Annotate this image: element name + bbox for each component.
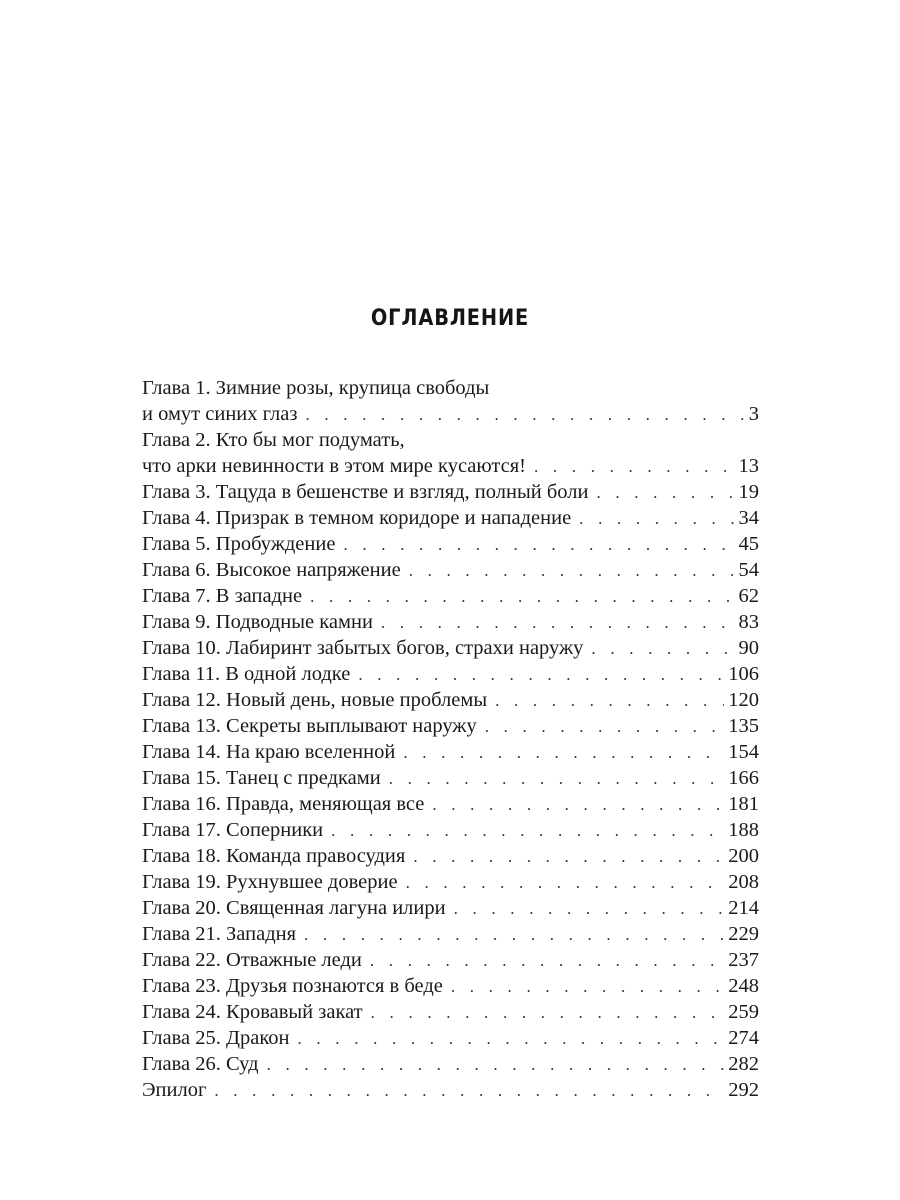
toc-page-number: 237 (728, 949, 759, 971)
toc-entry[interactable] (142, 427, 759, 479)
toc-entry-last-line (142, 453, 759, 479)
toc-entry-last-line (142, 921, 759, 947)
toc-page-number: 229 (728, 923, 759, 945)
toc-page-number: 135 (728, 715, 759, 737)
toc-entry-last-line (142, 583, 759, 609)
dot-leader (371, 1000, 725, 1026)
toc-entry-title: Глава 24. Кровавый закат (142, 1001, 363, 1023)
dot-leader (579, 506, 734, 532)
toc-entry-title: Глава 16. Правда, меняющая все (142, 793, 425, 815)
toc-page-number: 274 (728, 1027, 759, 1049)
toc-entry[interactable] (142, 635, 759, 661)
toc-entry-last-line (142, 687, 759, 713)
toc-entry-title: Глава 5. Пробуждение (142, 533, 336, 555)
toc-page-number: 3 (748, 403, 759, 425)
toc-page-number: 62 (738, 585, 759, 607)
dot-leader (403, 740, 724, 766)
toc-entry[interactable] (142, 1077, 759, 1103)
toc-entry[interactable] (142, 661, 759, 687)
toc-entry-line (142, 375, 759, 401)
toc-page-number: 154 (728, 741, 759, 763)
dot-leader (432, 792, 724, 818)
toc-entry-last-line (142, 895, 759, 921)
toc-entry-last-line (142, 1077, 759, 1103)
toc-entry-title: Глава 19. Рухнувшее доверие (142, 871, 398, 893)
toc-entry-title: Глава 6. Высокое напряжение (142, 559, 401, 581)
toc-entry[interactable] (142, 921, 759, 947)
toc-entry-title: Глава 11. В одной лодке (142, 663, 351, 685)
toc-page-number: 54 (738, 559, 759, 581)
toc-entry-last-line (142, 817, 759, 843)
toc-entry-last-line (142, 843, 759, 869)
toc-page-number: 292 (728, 1079, 759, 1101)
toc-entry-title: Глава 1. Зимние розы, крупица свободы (142, 377, 490, 399)
toc-page-number: 208 (728, 871, 759, 893)
toc-page-number: 188 (728, 819, 759, 841)
toc-entry-last-line (142, 791, 759, 817)
dot-leader (331, 818, 724, 844)
toc-entry[interactable] (142, 739, 759, 765)
toc-entry[interactable] (142, 479, 759, 505)
toc-entry-line (142, 427, 759, 453)
toc-entry-last-line (142, 739, 759, 765)
dot-leader (343, 532, 734, 558)
dot-leader (389, 766, 725, 792)
toc-entry-title: Глава 25. Дракон (142, 1027, 290, 1049)
toc-page-number: 214 (728, 897, 759, 919)
toc-entry[interactable] (142, 375, 759, 427)
toc-entry[interactable] (142, 531, 759, 557)
toc-entry-title: Глава 10. Лабиринт забытых богов, страхи наружу (142, 637, 584, 659)
toc-entry[interactable] (142, 791, 759, 817)
toc-entry[interactable] (142, 843, 759, 869)
dot-leader (406, 870, 725, 896)
toc-page-number: 34 (738, 507, 759, 529)
page-title: ОГЛАВЛЕНИЕ (370, 306, 530, 331)
toc-entry-last-line (142, 479, 759, 505)
dot-leader (310, 584, 734, 610)
toc-entry-last-line (142, 1051, 759, 1077)
dot-leader (214, 1078, 724, 1104)
toc-entry-title: что арки невинности в этом мире кусаются! (142, 455, 526, 477)
toc-entry-last-line (142, 661, 759, 687)
toc-entry-last-line (142, 765, 759, 791)
dot-leader (591, 636, 734, 662)
toc-entry-title: и омут синих глаз (142, 403, 298, 425)
toc-entry-last-line (142, 505, 759, 531)
toc-entry-last-line (142, 869, 759, 895)
dot-leader (409, 558, 735, 584)
toc-entry-title: Глава 23. Друзья познаются в беде (142, 975, 443, 997)
toc-entry[interactable] (142, 1051, 759, 1077)
toc-page-number: 120 (728, 689, 759, 711)
toc-entry[interactable] (142, 817, 759, 843)
toc-entry[interactable] (142, 947, 759, 973)
toc-entry[interactable] (142, 895, 759, 921)
toc-entry-title: Глава 18. Команда правосудия (142, 845, 406, 867)
toc-entry-last-line (142, 973, 759, 999)
toc-entry[interactable] (142, 999, 759, 1025)
toc-entry-title: Глава 22. Отважные леди (142, 949, 362, 971)
toc-entry-last-line (142, 947, 759, 973)
toc-entry-title: Глава 12. Новый день, новые проблемы (142, 689, 488, 711)
toc-entry-title: Глава 20. Священная лагуна илири (142, 897, 446, 919)
toc-entry-title: Глава 15. Танец с предками (142, 767, 381, 789)
toc-entry-title: Глава 21. Западня (142, 923, 297, 945)
dot-leader (305, 402, 744, 428)
toc-page-number: 200 (728, 845, 759, 867)
toc-page-number: 106 (728, 663, 759, 685)
toc-entry-title: Эпилог (142, 1079, 207, 1101)
toc-entry-title: Глава 26. Суд (142, 1053, 259, 1075)
toc-entry-last-line (142, 713, 759, 739)
dot-leader (370, 948, 724, 974)
toc-entry-last-line (142, 1025, 759, 1051)
dot-leader (413, 844, 724, 870)
dot-leader (534, 454, 735, 480)
toc-page-number: 90 (738, 637, 759, 659)
toc-entry[interactable] (142, 713, 759, 739)
dot-leader (451, 974, 724, 1000)
toc-page-number: 282 (728, 1053, 759, 1075)
toc-page-number: 83 (738, 611, 759, 633)
toc-page-number: 248 (728, 975, 759, 997)
table-of-contents (142, 375, 759, 1103)
toc-entry-title: Глава 9. Подводные камни (142, 611, 373, 633)
toc-entry[interactable] (142, 1025, 759, 1051)
toc-entry-last-line (142, 635, 759, 661)
toc-entry[interactable] (142, 505, 759, 531)
dot-leader (267, 1052, 725, 1078)
toc-entry-last-line (142, 609, 759, 635)
dot-leader (454, 896, 725, 922)
toc-entry-last-line (142, 999, 759, 1025)
dot-leader (495, 688, 724, 714)
toc-page-number: 181 (728, 793, 759, 815)
dot-leader (381, 610, 735, 636)
toc-entry[interactable] (142, 765, 759, 791)
toc-entry[interactable] (142, 609, 759, 635)
toc-entry[interactable] (142, 973, 759, 999)
toc-entry[interactable] (142, 557, 759, 583)
dot-leader (304, 922, 724, 948)
toc-entry-title: Глава 17. Соперники (142, 819, 324, 841)
toc-entry-title: Глава 4. Призрак в темном коридоре и нападение (142, 507, 572, 529)
toc-entry-last-line (142, 531, 759, 557)
toc-entry-title: Глава 14. На краю вселенной (142, 741, 396, 763)
toc-entry-title: Глава 13. Секреты выплывают наружу (142, 715, 477, 737)
toc-entry[interactable] (142, 687, 759, 713)
dot-leader (485, 714, 725, 740)
toc-entry-title: Глава 7. В западне (142, 585, 303, 607)
toc-entry-title: Глава 3. Тацуда в бешенстве и взгляд, полный боли (142, 481, 589, 503)
toc-page-number: 166 (728, 767, 759, 789)
toc-entry-title: Глава 2. Кто бы мог подумать, (142, 429, 405, 451)
toc-page-number: 19 (738, 481, 759, 503)
toc-entry-last-line (142, 557, 759, 583)
toc-page-number: 13 (738, 455, 759, 477)
dot-leader (298, 1026, 725, 1052)
toc-entry-last-line (142, 401, 759, 427)
toc-page-number: 45 (738, 533, 759, 555)
toc-entry[interactable] (142, 869, 759, 895)
toc-page-number: 259 (728, 1001, 759, 1023)
dot-leader (358, 662, 724, 688)
dot-leader (596, 480, 734, 506)
toc-entry[interactable] (142, 583, 759, 609)
